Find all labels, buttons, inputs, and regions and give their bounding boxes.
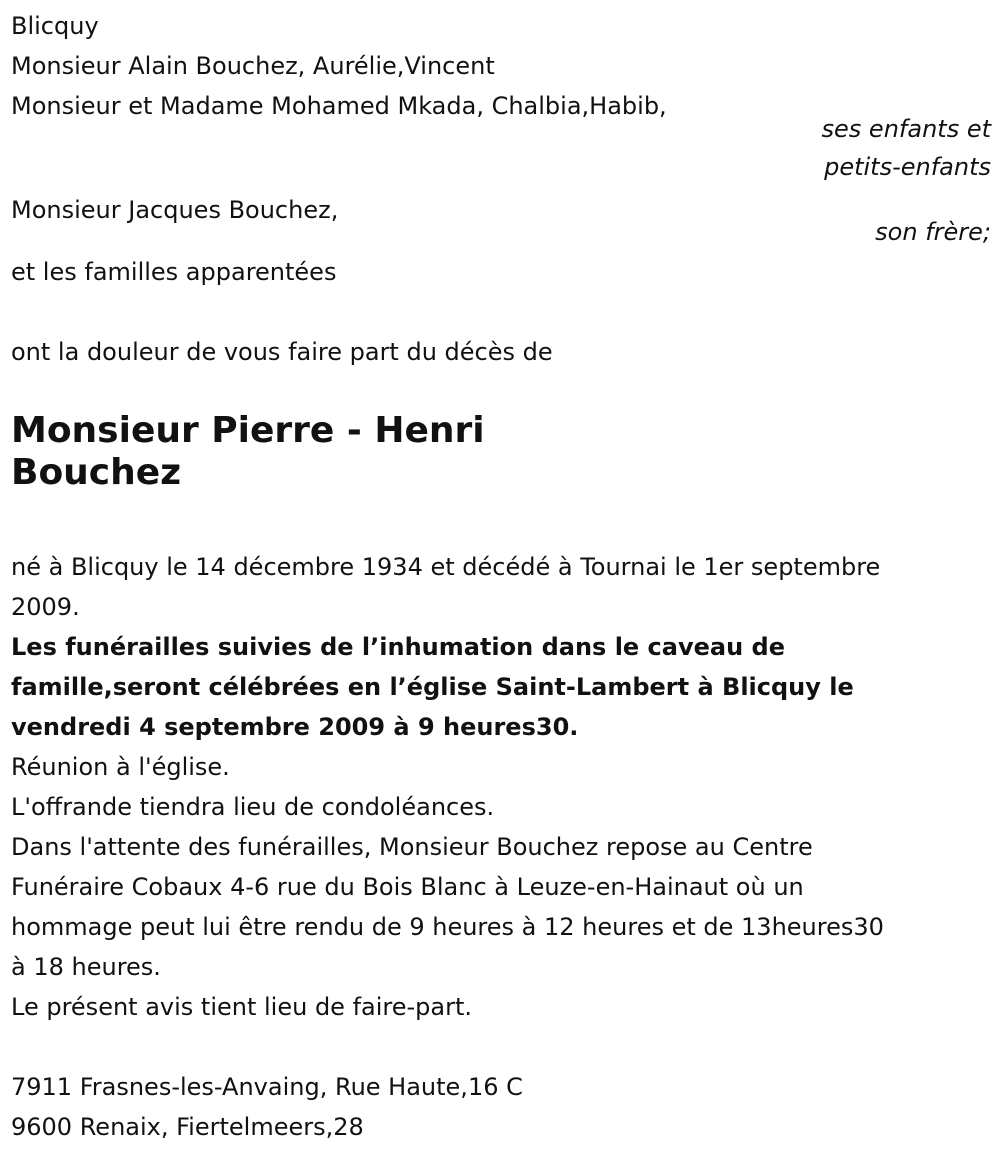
relation-children	[822, 110, 991, 186]
addresses	[11, 1067, 523, 1147]
heir-brother: Monsieur Jacques Bouchez,	[11, 196, 339, 224]
relation-children-line1: ses enfants et	[821, 115, 991, 143]
relation-children-line2: petits-enfants	[824, 153, 991, 181]
deceased-name-line1: Monsieur Pierre - Henri	[11, 410, 485, 451]
funeral-line1: Les funérailles suivies de l’inhumation dans le caveau de	[11, 633, 785, 661]
heir-line-children: Monsieur Alain Bouchez, Aurélie,Vincent	[11, 52, 495, 80]
related-families: et les familles apparentées	[11, 258, 337, 286]
birth-death-line1: né à Blicquy le 14 décembre 1934 et décédé à Tournai le 1er septembre	[11, 553, 881, 581]
rest-info-line3: hommage peut lui être rendu de 9 heures à 12 heures et de 13heures30	[11, 913, 884, 941]
notice-info: Le présent avis tient lieu de faire-part.	[11, 993, 473, 1021]
rest-info-line4: à 18 heures.	[11, 953, 161, 981]
birth-death-line2: 2009.	[11, 593, 80, 621]
funeral-line2: famille,seront célébrées en l’église Saint-Lambert à Blicquy le	[11, 673, 854, 701]
deceased-name-line2: Bouchez	[11, 452, 182, 493]
heir-line-family: Monsieur et Madame Mohamed Mkada, Chalbia,Habib,	[11, 92, 667, 120]
funeral-line3: vendredi 4 septembre 2009 à 9 heures30.	[11, 713, 579, 741]
deceased-name	[11, 410, 711, 494]
rest-info-line1: Dans l'attente des funérailles, Monsieur Bouchez repose au Centre	[11, 833, 813, 861]
address-2: 9600 Renaix, Fiertelmeers,28	[11, 1113, 364, 1141]
obituary-details	[11, 547, 991, 1027]
meeting-info: Réunion à l'église.	[11, 753, 230, 781]
rest-info-line2: Funéraire Cobaux 4-6 rue du Bois Blanc à Leuze-en-Hainaut où un	[11, 873, 804, 901]
heir-place: Blicquy	[11, 12, 99, 40]
offering-info: L'offrande tiendra lieu de condoléances.	[11, 793, 495, 821]
announcement-text: ont la douleur de vous faire part du décès de	[11, 338, 553, 366]
heirs-list	[11, 6, 991, 126]
relation-brother: son frère;	[875, 218, 991, 246]
address-1: 7911 Frasnes-les-Anvaing, Rue Haute,16 C	[11, 1073, 523, 1101]
